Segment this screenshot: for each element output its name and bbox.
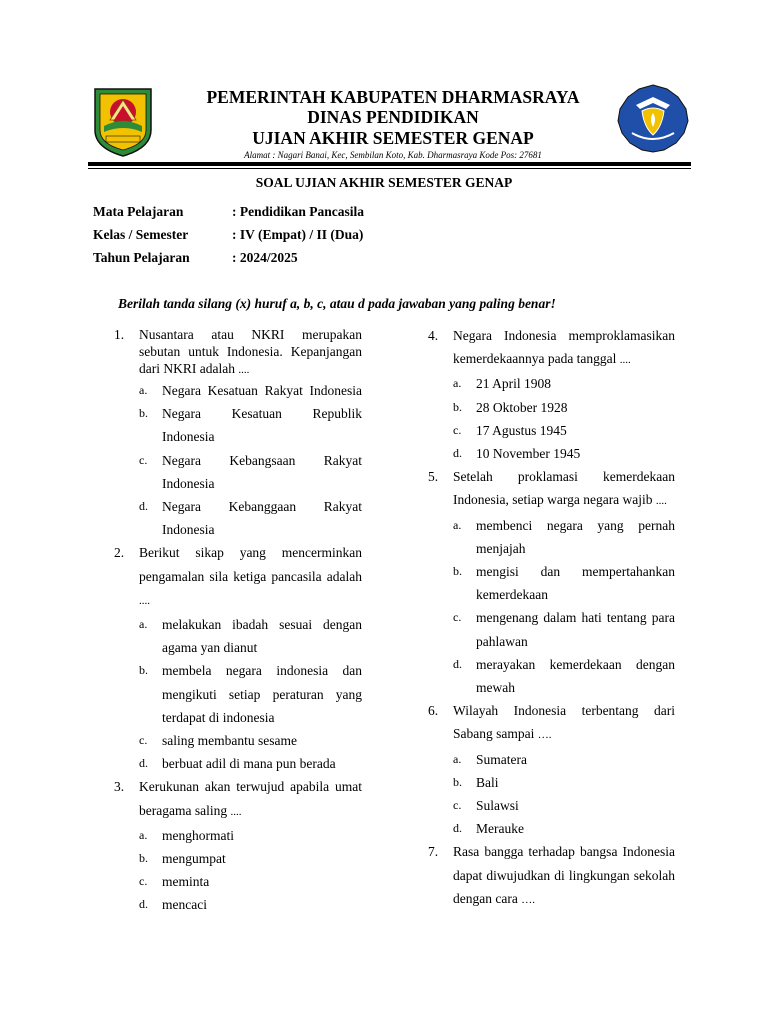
option-5d[interactable] — [453, 653, 675, 699]
question-text: Wilayah Indonesia terbentang dari Sabang sampai — [453, 703, 675, 742]
letterhead — [0, 0, 768, 170]
question-number: 7. — [428, 844, 439, 860]
option-4b[interactable] — [453, 396, 675, 419]
option-text: melakukan ibadah sesuai dengan agama yan dianut — [162, 617, 362, 656]
exam-metadata — [93, 204, 364, 273]
questions-right-column — [428, 324, 675, 912]
question-text: Berikut sikap yang mencerminkan pengamalan sila ketiga pancasila adalah — [139, 545, 362, 584]
option-letter: a. — [453, 517, 462, 532]
option-4a[interactable] — [453, 372, 675, 395]
option-text: mengumpat — [162, 851, 226, 867]
question-dots: …. — [537, 729, 552, 742]
question-dots: .... — [230, 805, 242, 818]
question-text: Negara Indonesia memproklamasikan kemerdekaannya pada tanggal — [453, 328, 675, 367]
question-text: Nusantara atau NKRI merupakan sebutan untuk Indonesia. Kepanjangan dari NKRI adalah — [139, 327, 362, 376]
question-dots: .... — [139, 594, 150, 607]
question-text: Setelah proklamasi kemerdekaan Indonesia, setiap warga negara wajib — [453, 469, 675, 508]
option-letter: c. — [139, 452, 148, 467]
option-text: 28 Oktober 1928 — [476, 399, 568, 415]
option-3a[interactable] — [139, 824, 362, 847]
option-letter: c. — [139, 733, 148, 748]
option-text: Negara Kebanggaan Rakyat Indonesia — [162, 499, 362, 538]
regency-crest-icon — [92, 86, 154, 158]
option-letter: d. — [139, 897, 148, 912]
option-2b[interactable] — [139, 659, 362, 729]
option-6a[interactable] — [453, 748, 675, 771]
meta-row-class — [93, 227, 364, 250]
option-text: menghormati — [162, 827, 234, 843]
meta-row-subject — [93, 204, 364, 227]
option-1c[interactable] — [139, 449, 362, 495]
question-number: 4. — [428, 328, 439, 343]
option-letter: c. — [453, 798, 462, 813]
option-letter: c. — [139, 874, 148, 889]
option-text: Negara Kesatuan Rakyat Indonesia — [162, 383, 362, 398]
option-letter: b. — [453, 399, 462, 414]
option-5c[interactable] — [453, 606, 675, 652]
option-letter: a. — [139, 827, 148, 842]
option-text: merayakan kemerdekaan dengan mewah — [476, 656, 675, 696]
meta-label: Kelas / Semester — [93, 227, 189, 242]
meta-value: : IV (Empat) / II (Dua) — [232, 227, 364, 242]
option-text: 17 Agustus 1945 — [476, 422, 567, 438]
option-letter: d. — [453, 656, 462, 671]
question-number: 3. — [114, 779, 125, 795]
option-letter: a. — [139, 383, 148, 397]
option-letter: d. — [139, 756, 148, 771]
question-dots: …. — [521, 893, 535, 906]
option-text: saling membantu sesame — [162, 733, 297, 749]
question-dots: .... — [655, 495, 667, 508]
option-letter: b. — [139, 663, 148, 678]
question-2 — [114, 541, 362, 613]
option-text: Bali — [476, 774, 499, 790]
question-3 — [114, 775, 362, 823]
question-1 — [114, 324, 362, 379]
option-letter: b. — [139, 851, 148, 866]
agency-name: DINAS PENDIDIKAN — [307, 107, 479, 127]
questions-left-column — [114, 324, 362, 917]
meta-value: : Pendidikan Pancasila — [232, 204, 365, 219]
document-title: SOAL UJIAN AKHIR SEMESTER GENAP — [255, 175, 513, 190]
question-dots: .... — [238, 364, 250, 376]
option-3d[interactable] — [139, 893, 362, 916]
option-letter: a. — [453, 751, 462, 766]
option-text: membenci negara yang pernah menjajah — [476, 517, 675, 556]
option-text: Negara Kesatuan Republik Indonesia — [162, 406, 362, 445]
option-letter: a. — [453, 376, 462, 391]
question-6 — [428, 699, 675, 747]
question-text: Kerukunan akan terwujud apabila umat beragama saling — [139, 779, 362, 818]
option-text: Merauke — [476, 821, 524, 837]
option-text: 10 November 1945 — [476, 446, 581, 462]
letterhead-rule-thick — [88, 162, 691, 166]
tut-wuri-handayani-icon — [616, 83, 690, 153]
option-letter: b. — [139, 406, 148, 421]
option-letter: b. — [453, 774, 462, 789]
question-text: Rasa bangga terhadap bangsa Indonesia dapat diwujudkan di lingkungan sekolah dengan cara — [453, 844, 675, 906]
question-number: 2. — [114, 545, 125, 561]
option-6d[interactable] — [453, 817, 675, 840]
instruction: Berilah tanda silang (x) huruf a, b, c, atau d pada jawaban yang paling benar! — [118, 296, 556, 311]
question-7 — [428, 840, 675, 912]
letterhead-rule-thin — [88, 168, 691, 169]
option-text: 21 April 1908 — [476, 376, 552, 392]
option-text: meminta — [162, 874, 210, 890]
option-1d[interactable] — [139, 495, 362, 541]
option-6b[interactable] — [453, 771, 675, 794]
option-letter: b. — [453, 564, 462, 579]
option-letter: c. — [453, 422, 462, 437]
option-1a[interactable] — [139, 379, 362, 402]
option-4d[interactable] — [453, 442, 675, 465]
option-letter: d. — [453, 446, 462, 461]
option-3b[interactable] — [139, 847, 362, 870]
option-text: mengenang dalam hati tentang para pahlawan — [476, 610, 675, 649]
option-3c[interactable] — [139, 870, 362, 893]
option-5a[interactable] — [453, 514, 675, 560]
letterhead-text — [160, 87, 626, 161]
option-text: berbuat adil di mana pun berada — [162, 756, 336, 772]
option-2d[interactable] — [139, 752, 362, 775]
option-text: mencaci — [162, 897, 207, 913]
question-number: 5. — [428, 469, 439, 485]
option-1b[interactable] — [139, 402, 362, 448]
option-2c[interactable] — [139, 729, 362, 752]
meta-row-year — [93, 250, 364, 273]
option-letter: a. — [139, 617, 148, 632]
option-text: Sumatera — [476, 751, 527, 767]
address: Alamat : Nagari Banai, Kec, Sembilan Koto, Kab. Dharmasraya Kode Pos: 27681 — [244, 150, 542, 160]
question-number: 6. — [428, 703, 439, 719]
option-letter: d. — [453, 821, 462, 836]
option-5b[interactable] — [453, 560, 675, 606]
question-4 — [428, 324, 675, 372]
option-2a[interactable] — [139, 613, 362, 659]
government-name: PEMERINTAH KABUPATEN DHARMASRAYA — [206, 87, 580, 107]
meta-label: Tahun Pelajaran — [93, 250, 190, 265]
option-text: mengisi dan mempertahankan kemerdekaan — [476, 564, 675, 603]
meta-label: Mata Pelajaran — [93, 204, 184, 219]
meta-value: : 2024/2025 — [232, 250, 298, 265]
option-6c[interactable] — [453, 794, 675, 817]
question-dots: .... — [619, 354, 631, 367]
option-4c[interactable] — [453, 419, 675, 442]
option-text: membela negara indonesia dan mengikuti setiap peraturan yang terdapat di indonesia — [162, 663, 362, 725]
option-text: Sulawsi — [476, 798, 519, 814]
exam-name: UJIAN AKHIR SEMESTER GENAP — [252, 128, 534, 148]
option-letter: c. — [453, 610, 462, 625]
question-5 — [428, 465, 675, 513]
option-text: Negara Kebangsaan Rakyat Indonesia — [162, 452, 362, 491]
option-letter: d. — [139, 499, 148, 514]
question-number: 1. — [114, 327, 125, 342]
